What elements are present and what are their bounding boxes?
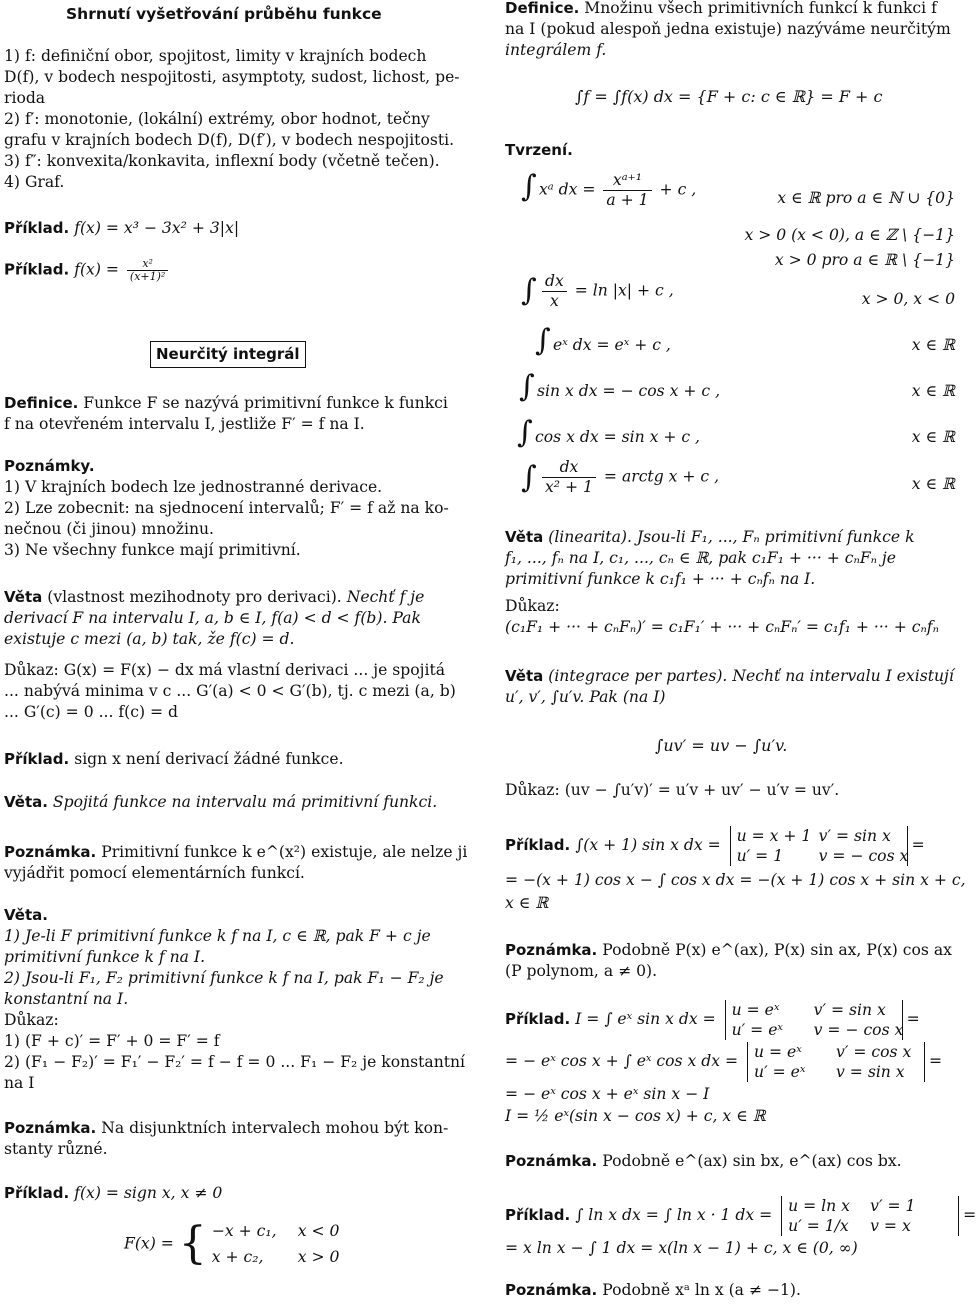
veta-line: Nechť f je xyxy=(346,588,425,606)
matrix-cell: v′ = 1 xyxy=(870,1197,916,1215)
priklad-label: Příklad. xyxy=(4,750,70,768)
row-condition: x > 0 (x < 0), a ∈ ℤ \ {−1} xyxy=(744,226,955,244)
veta-konstanta xyxy=(4,905,466,1094)
example-line: I = ½ eˣ(sin x − cos x) + c, x ∈ ℝ xyxy=(505,1107,766,1125)
substitution-matrix xyxy=(781,1196,959,1236)
fraction-numerator: x² xyxy=(127,258,168,271)
example-sin: Příklad. ∫(x + 1) sin x dx = u = x + 1 v′ = sin x u′ = 1 v = − cos x = xyxy=(505,827,925,865)
dukaz-mezihodnota xyxy=(4,660,456,723)
row-tail: = ln |x| + c , xyxy=(574,281,674,300)
veta-line: primitivní funkce k c₁f₁ + ··· + cₙfₙ na I. xyxy=(505,570,816,588)
poznamky-block xyxy=(4,456,456,561)
poznamka-disjunktni xyxy=(4,1118,456,1160)
per-partes-formula: ∫uv′ = uv − ∫u′v. xyxy=(655,736,788,755)
dukaz-line: 2) (F₁ − F₂)′ = F₁′ − F₂′ = f − f = 0 ... F₁ − F₂ je konstantní xyxy=(4,1053,466,1071)
row-condition: x ∈ ℝ pro a ∈ ℕ ∪ {0} xyxy=(777,189,955,207)
example-1-expr: f(x) = x³ − 3x² + 3|x| xyxy=(74,219,240,237)
veta-line: 2) Jsou-li F₁, F₂ primitivní funkce k f na I, pak F₁ − F₂ je xyxy=(4,969,444,987)
step-line: D(f), v bodech nespojitosti, asymptoty, sudost, lichost, pe- xyxy=(4,68,460,86)
fraction-denominator: a + 1 xyxy=(606,191,649,209)
veta-label: Věta xyxy=(4,588,43,606)
fraction-numerator: dx xyxy=(542,272,567,292)
example-1 xyxy=(4,218,456,239)
veta-label: Věta xyxy=(505,528,544,546)
case-expr: x + c₂, xyxy=(211,1248,264,1266)
priklad-label: Příklad. xyxy=(505,836,571,854)
poznamka-line: Na disjunktních intervalech mohou být kon- xyxy=(101,1119,449,1137)
poznamka-label: Poznámka. xyxy=(4,843,97,861)
row-condition: x ∈ ℝ xyxy=(911,428,955,446)
example-sign xyxy=(4,749,456,770)
table-row: eˣ dx = eˣ + c , xyxy=(553,336,671,354)
example-line: = − eˣ cos x + eˣ sin x − I xyxy=(505,1085,710,1103)
priklad-label: Příklad. xyxy=(4,1184,70,1202)
fraction-denominator: x² + 1 xyxy=(545,478,593,496)
poznamka-line: vyjádřit pomocí elementárních funkcí. xyxy=(4,864,305,882)
example-exp-sin: Příklad. I = ∫ eˣ sin x dx = u = eˣ v′ = sin x u′ = eˣ v = − cos x = xyxy=(505,1001,920,1039)
dukaz-line: Důkaz: xyxy=(4,1011,59,1029)
poznamka-label: Poznámka. xyxy=(4,1119,97,1137)
matrix-cell: u = ln x xyxy=(788,1197,850,1215)
veta-per-partes xyxy=(505,666,955,708)
fraction-numerator: xᵃ⁺¹ xyxy=(603,171,651,191)
case-cond: x < 0 xyxy=(297,1222,340,1240)
definice-line: na I (pokud alespoň jedna existuje) nazýváme neurčitým xyxy=(505,20,951,38)
example-line: x ∈ ℝ xyxy=(505,894,549,912)
example-line: = −(x + 1) cos x − ∫ cos x dx = −(x + 1) cos x + sin x + c, xyxy=(505,871,966,889)
definice-line: integrálem f. xyxy=(505,41,607,59)
step-line: rioda xyxy=(4,89,46,107)
poznamka-label: Poznámka. xyxy=(505,1281,598,1299)
veta-spojita-text: Spojitá funkce na intervalu má primitivní funkci. xyxy=(52,793,438,811)
example-line: = − eˣ cos x + ∫ eˣ cos x dx = xyxy=(505,1052,739,1070)
poznamka-line: Podobně e^(ax) sin bx, e^(ax) cos bx. xyxy=(602,1152,902,1170)
table-row: cos x dx = sin x + c , xyxy=(535,428,700,446)
row-tail: = arctg x + c , xyxy=(603,467,720,486)
veta-line: f₁, ..., fₙ na I, c₁, ..., cₙ ∈ ℝ, pak c₁F₁ + ··· + cₙFₙ je xyxy=(505,549,896,567)
left-brace-icon: { xyxy=(178,1218,207,1269)
veta-line: (integrace per partes). Nechť na intervalu I existují xyxy=(548,667,954,685)
fraction-numerator: dx xyxy=(542,458,596,478)
section-title-box: Neurčitý integrál xyxy=(150,341,306,368)
dukaz-line: ... nabývá minima v c ... G′(a) < 0 < G′(b), tj. c mezi (a, b) xyxy=(4,682,456,700)
poznamka-label: Poznámka. xyxy=(505,941,598,959)
veta-line: konstantní na I. xyxy=(4,990,129,1008)
integral-sign-icon: ∫ xyxy=(517,415,533,450)
example-lhs: ∫(x + 1) sin x dx = xyxy=(575,836,721,854)
poznamka-line: stanty různé. xyxy=(4,1140,108,1158)
veta-label: Věta. xyxy=(4,793,48,811)
row-tail: + c , xyxy=(659,180,697,199)
example-line: = x ln x − ∫ 1 dx = x(ln x − 1) + c, x ∈ (0, ∞) xyxy=(505,1239,858,1257)
integral-sign-icon: ∫ xyxy=(521,460,537,495)
matrix-cell: u′ = 1/x xyxy=(788,1217,849,1235)
definice-line: Množinu všech primitivních funkcí k funkci f xyxy=(584,0,937,17)
matrix-cell: v = − cos x xyxy=(818,847,909,865)
piecewise-cases xyxy=(212,1218,340,1270)
fraction-denominator: (x+1)² xyxy=(129,270,166,283)
dukaz-line: 1) (F + c)′ = F′ + 0 = F′ = f xyxy=(4,1032,220,1050)
piecewise-lhs: F(x) = xyxy=(124,1234,174,1253)
matrix-cell: u′ = eˣ xyxy=(754,1063,806,1081)
dukaz-formula: (c₁F₁ + ··· + cₙFₙ)′ = c₁F₁′ + ··· + cₙFₙ′ = c₁f₁ + ··· + cₙfₙ xyxy=(505,618,939,636)
example-exp-line: = − eˣ cos x + ∫ eˣ cos x dx = u = eˣ v′ = cos x u′ = eˣ v = sin x = xyxy=(505,1043,943,1081)
case-cond: x > 0 xyxy=(297,1248,340,1266)
poznamka-primitivni xyxy=(4,842,468,884)
step-line: grafu v krajních bodech D(f), D(f′), v bodech nespojitosti. xyxy=(4,131,455,149)
priklad-label: Příklad. xyxy=(4,219,70,237)
veta-line: u′, v′, ∫u′v. Pak (na I) xyxy=(505,688,666,706)
substitution-matrix xyxy=(730,826,908,866)
step-line: 3) f″: konvexita/konkavita, inflexní body (včetně tečen). xyxy=(4,152,440,170)
poznamka-polynom xyxy=(505,940,955,982)
veta-line: primitivní funkce k f na I. xyxy=(4,948,206,966)
matrix-cell: u′ = 1 xyxy=(736,847,784,865)
poznamka-xa-ln xyxy=(505,1280,801,1301)
integral-sign-icon: ∫ xyxy=(535,323,551,358)
poznamka-line: 1) V krajních bodech lze jednostranné derivace. xyxy=(4,478,383,496)
example-sign-primitive xyxy=(4,1183,456,1204)
row-condition: x > 0 pro a ∈ ℝ \ {−1} xyxy=(774,251,955,269)
integral-sign-icon: ∫ xyxy=(519,369,535,404)
indefinite-integral-formula: ∫f = ∫f(x) dx = {F + c: c ∈ ℝ} = F + c xyxy=(575,87,883,106)
definice-label: Definice. xyxy=(505,0,580,17)
definice-line: Funkce F se nazývá primitivní funkce k funkci xyxy=(83,394,448,412)
poznamka-line: Primitivní funkce k e^(x²) existuje, ale nelze ji xyxy=(101,843,468,861)
example-sign-text: sign x není derivací žádné funkce. xyxy=(74,750,344,768)
row-condition: x > 0, x < 0 xyxy=(861,290,955,308)
veta-spojita xyxy=(4,792,456,813)
matrix-cell: v′ = sin x xyxy=(818,827,891,845)
poznamka-line: nečnou (či jinou) množinu. xyxy=(4,520,214,538)
veta-label: Věta. xyxy=(4,906,48,924)
poznamka-line: Podobně xᵃ ln x (a ≠ −1). xyxy=(602,1281,801,1299)
integral-sign-icon: ∫ xyxy=(521,169,537,204)
per-partes-proof: Důkaz: (uv − ∫u′v)′ = u′v + uv′ − u′v = uv′. xyxy=(505,781,840,799)
priklad-label: Příklad. xyxy=(4,260,70,279)
example-2 xyxy=(4,258,456,283)
example-sign-expr: f(x) = sign x, x ≠ 0 xyxy=(74,1184,223,1202)
definice-neurcity xyxy=(505,0,955,61)
matrix-cell: v′ = cos x xyxy=(836,1043,912,1061)
example-ln: Příklad. ∫ ln x dx = ∫ ln x · 1 dx = u = ln x v′ = 1 u′ = 1/x v = x = xyxy=(505,1197,976,1235)
dukaz-label: Důkaz: xyxy=(505,597,560,615)
matrix-cell: v = − cos x xyxy=(813,1021,904,1039)
step-line: 1) f: definiční obor, spojitost, limity v krajních bodech xyxy=(4,47,427,65)
veta-linearita xyxy=(505,527,955,638)
row-lhs: xᵃ dx = xyxy=(539,180,596,199)
poznamka-line: 2) Lze zobecnit: na sjednocení intervalů; F′ = f až na ko- xyxy=(4,499,449,517)
veta-line: 1) Je-li F primitivní funkce k f na I, c ∈ ℝ, pak F + c je xyxy=(4,927,431,945)
fraction-denominator: x xyxy=(549,292,559,310)
summary-steps xyxy=(4,46,460,193)
poznamka-exp-trig xyxy=(505,1151,902,1172)
table-row xyxy=(539,458,719,497)
matrix-cell: u = eˣ xyxy=(754,1043,802,1061)
example-2-fraction xyxy=(127,258,168,283)
piecewise-formula xyxy=(124,1218,339,1270)
matrix-cell: u = eˣ xyxy=(731,1001,780,1019)
poznamka-line: (P polynom, a ≠ 0). xyxy=(505,962,658,980)
dukaz-line: na I xyxy=(4,1074,35,1092)
matrix-cell: v = x xyxy=(870,1217,911,1235)
priklad-label: Příklad. xyxy=(505,1010,571,1028)
definice-block xyxy=(4,393,456,435)
matrix-cell: u = x + 1 xyxy=(736,827,812,845)
matrix-cell: v = sin x xyxy=(836,1063,905,1081)
poznamky-label: Poznámky. xyxy=(4,457,95,475)
veta-line: existuje c mezi (a, b) tak, že f(c) = d. xyxy=(4,630,295,648)
veta-mezihodnota xyxy=(4,587,456,650)
priklad-label: Příklad. xyxy=(505,1206,571,1224)
example-lhs: ∫ ln x dx = ∫ ln x · 1 dx = xyxy=(575,1206,773,1224)
veta-line: (linearita). Jsou-li F₁, ..., Fₙ primitivní funkce k xyxy=(548,528,915,546)
row-fraction xyxy=(542,458,596,497)
definice-line: f na otevřeném intervalu I, jestliže F′ = f na I. xyxy=(4,415,365,433)
step-line: 4) Graf. xyxy=(4,173,65,191)
dukaz-line: ... G′(c) = 0 ... f(c) = d xyxy=(4,703,179,721)
row-condition: x ∈ ℝ xyxy=(911,336,955,354)
example-2-lhs: f(x) = xyxy=(74,260,119,279)
veta-label: Věta xyxy=(505,667,544,685)
tvrzeni-label: Tvrzení. xyxy=(505,141,573,159)
matrix-cell: v′ = sin x xyxy=(813,1001,886,1019)
veta-head: (vlastnost mezihodnoty pro derivaci). xyxy=(47,588,342,606)
table-row xyxy=(539,272,674,311)
matrix-cell: u′ = eˣ xyxy=(731,1021,783,1039)
row-condition: x ∈ ℝ xyxy=(911,382,955,400)
row-fraction xyxy=(603,171,651,210)
veta-line: derivací F na intervalu I, a, b ∈ I, f(a) < d < f(b). Pak xyxy=(4,609,421,627)
case-expr: −x + c₁, xyxy=(211,1222,277,1240)
table-row: sin x dx = − cos x + c , xyxy=(537,382,721,400)
dukaz-line: Důkaz: G(x) = F(x) − dx má vlastní derivaci ... je spojitá xyxy=(4,661,446,679)
substitution-matrix xyxy=(747,1042,925,1082)
substitution-matrix xyxy=(725,1000,903,1040)
summary-title: Shrnutí vyšetřování průběhu funkce xyxy=(66,5,382,23)
row-fraction xyxy=(542,272,567,311)
example-lhs: I = ∫ eˣ sin x dx = xyxy=(575,1010,716,1028)
definice-label: Definice. xyxy=(4,394,79,412)
poznamka-line: Podobně P(x) e^(ax), P(x) sin ax, P(x) cos ax xyxy=(602,941,952,959)
integral-sign-icon: ∫ xyxy=(521,273,537,308)
row-condition: x ∈ ℝ xyxy=(911,475,955,493)
poznamka-line: 3) Ne všechny funkce mají primitivní. xyxy=(4,541,301,559)
table-row xyxy=(539,171,696,210)
poznamka-label: Poznámka. xyxy=(505,1152,598,1170)
step-line: 2) f′: monotonie, (lokální) extrémy, obor hodnot, tečny xyxy=(4,110,430,128)
